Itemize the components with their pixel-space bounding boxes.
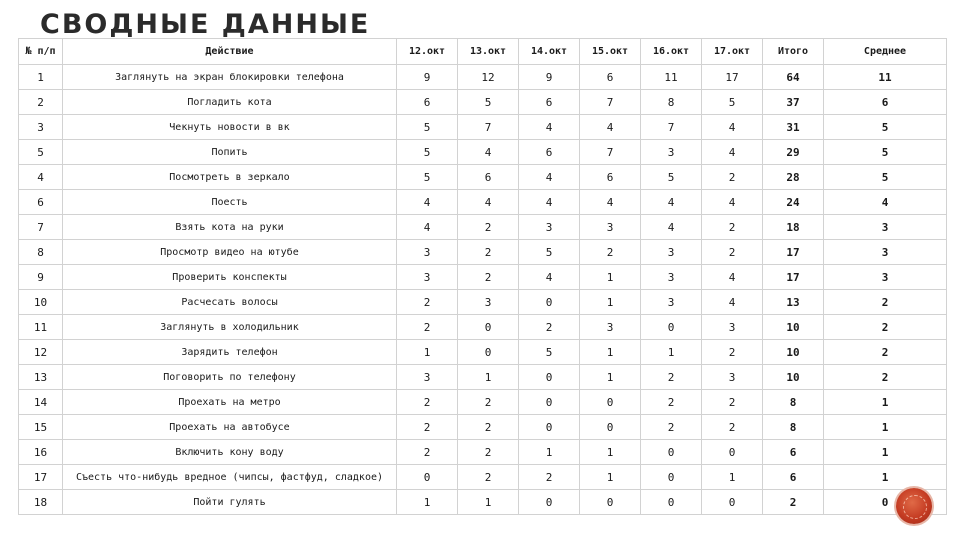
- day-cell: 5: [397, 165, 458, 190]
- average-cell: 1: [824, 390, 947, 415]
- total-cell: 10: [763, 365, 824, 390]
- day-cell: 3: [397, 240, 458, 265]
- average-cell: 0: [824, 490, 947, 515]
- action-cell: Проехать на автобусе: [63, 415, 397, 440]
- day-cell: 2: [641, 390, 702, 415]
- day-cell: 3: [641, 140, 702, 165]
- day-cell: 5: [519, 240, 580, 265]
- day-cell: 2: [397, 440, 458, 465]
- average-cell: 4: [824, 190, 947, 215]
- day-cell: 6: [397, 90, 458, 115]
- table-row: [19, 215, 947, 240]
- day-cell: 12: [458, 65, 519, 90]
- day-cell: 1: [580, 440, 641, 465]
- day-cell: 2: [397, 415, 458, 440]
- day-cell: 7: [641, 115, 702, 140]
- day-cell: 2: [458, 215, 519, 240]
- day-cell: 9: [397, 65, 458, 90]
- day-cell: 2: [580, 240, 641, 265]
- header-col-avg: Среднее: [824, 39, 947, 65]
- row-number: 2: [19, 90, 63, 115]
- day-cell: 6: [580, 165, 641, 190]
- table-row: [19, 440, 947, 465]
- header-col-oct12: 12.окт: [397, 39, 458, 65]
- day-cell: 5: [458, 90, 519, 115]
- table-row: [19, 490, 947, 515]
- day-cell: 0: [519, 365, 580, 390]
- day-cell: 5: [397, 115, 458, 140]
- day-cell: 4: [519, 115, 580, 140]
- day-cell: 0: [641, 490, 702, 515]
- header-col-oct13: 13.окт: [458, 39, 519, 65]
- day-cell: 0: [580, 390, 641, 415]
- day-cell: 3: [458, 290, 519, 315]
- total-cell: 2: [763, 490, 824, 515]
- action-cell: Взять кота на руки: [63, 215, 397, 240]
- header-col-oct14: 14.окт: [519, 39, 580, 65]
- day-cell: 4: [702, 190, 763, 215]
- table-row: [19, 240, 947, 265]
- day-cell: 2: [397, 290, 458, 315]
- total-cell: 64: [763, 65, 824, 90]
- day-cell: 4: [702, 265, 763, 290]
- table-row: [19, 90, 947, 115]
- day-cell: 2: [519, 465, 580, 490]
- action-cell: Заглянуть на экран блокировки телефона: [63, 65, 397, 90]
- average-cell: 11: [824, 65, 947, 90]
- table-row: [19, 340, 947, 365]
- action-cell: Посмотреть в зеркало: [63, 165, 397, 190]
- day-cell: 1: [458, 490, 519, 515]
- average-cell: 2: [824, 290, 947, 315]
- table-row: [19, 165, 947, 190]
- day-cell: 1: [519, 440, 580, 465]
- day-cell: 5: [641, 165, 702, 190]
- day-cell: 1: [641, 340, 702, 365]
- action-cell: Погладить кота: [63, 90, 397, 115]
- day-cell: 0: [641, 315, 702, 340]
- day-cell: 2: [702, 415, 763, 440]
- day-cell: 1: [580, 465, 641, 490]
- row-number: 8: [19, 240, 63, 265]
- day-cell: 2: [702, 240, 763, 265]
- average-cell: 5: [824, 165, 947, 190]
- day-cell: 2: [702, 340, 763, 365]
- total-cell: 10: [763, 315, 824, 340]
- total-cell: 8: [763, 390, 824, 415]
- day-cell: 3: [397, 365, 458, 390]
- action-cell: Попить: [63, 140, 397, 165]
- total-cell: 28: [763, 165, 824, 190]
- header-col-oct16: 16.окт: [641, 39, 702, 65]
- table-row: [19, 190, 947, 215]
- table-row: [19, 465, 947, 490]
- day-cell: 0: [702, 490, 763, 515]
- day-cell: 4: [519, 265, 580, 290]
- day-cell: 0: [519, 290, 580, 315]
- header-col-oct15: 15.окт: [580, 39, 641, 65]
- average-cell: 1: [824, 415, 947, 440]
- day-cell: 1: [458, 365, 519, 390]
- row-number: 1: [19, 65, 63, 90]
- row-number: 3: [19, 115, 63, 140]
- day-cell: 4: [702, 115, 763, 140]
- average-cell: 2: [824, 315, 947, 340]
- day-cell: 4: [397, 190, 458, 215]
- average-cell: 2: [824, 365, 947, 390]
- average-cell: 1: [824, 465, 947, 490]
- day-cell: 4: [580, 190, 641, 215]
- action-cell: Чекнуть новости в вк: [63, 115, 397, 140]
- row-number: 13: [19, 365, 63, 390]
- action-cell: Заглянуть в холодильник: [63, 315, 397, 340]
- day-cell: 1: [580, 265, 641, 290]
- total-cell: 29: [763, 140, 824, 165]
- day-cell: 5: [397, 140, 458, 165]
- average-cell: 1: [824, 440, 947, 465]
- header-row: [19, 39, 947, 65]
- day-cell: 1: [580, 340, 641, 365]
- action-cell: Поесть: [63, 190, 397, 215]
- average-cell: 5: [824, 115, 947, 140]
- day-cell: 3: [702, 315, 763, 340]
- day-cell: 4: [702, 290, 763, 315]
- average-cell: 6: [824, 90, 947, 115]
- header-col-total: Итого: [763, 39, 824, 65]
- row-number: 12: [19, 340, 63, 365]
- header-col-oct17: 17.окт: [702, 39, 763, 65]
- table-row: [19, 415, 947, 440]
- day-cell: 2: [458, 390, 519, 415]
- day-cell: 2: [458, 240, 519, 265]
- total-cell: 17: [763, 240, 824, 265]
- day-cell: 0: [397, 465, 458, 490]
- day-cell: 3: [641, 265, 702, 290]
- action-cell: Просмотр видео на ютубе: [63, 240, 397, 265]
- day-cell: 4: [458, 140, 519, 165]
- day-cell: 0: [458, 340, 519, 365]
- day-cell: 3: [641, 240, 702, 265]
- day-cell: 2: [519, 315, 580, 340]
- action-cell: Зарядить телефон: [63, 340, 397, 365]
- table-row: [19, 65, 947, 90]
- day-cell: 1: [580, 290, 641, 315]
- average-cell: 5: [824, 140, 947, 165]
- day-cell: 0: [580, 490, 641, 515]
- day-cell: 2: [702, 165, 763, 190]
- table-row: [19, 365, 947, 390]
- row-number: 5: [19, 140, 63, 165]
- row-number: 7: [19, 215, 63, 240]
- day-cell: 11: [641, 65, 702, 90]
- day-cell: 2: [641, 415, 702, 440]
- action-cell: Проверить конспекты: [63, 265, 397, 290]
- action-cell: Включить кону воду: [63, 440, 397, 465]
- day-cell: 4: [397, 215, 458, 240]
- day-cell: 4: [641, 215, 702, 240]
- day-cell: 7: [580, 90, 641, 115]
- day-cell: 0: [519, 415, 580, 440]
- day-cell: 3: [580, 215, 641, 240]
- day-cell: 3: [702, 365, 763, 390]
- day-cell: 0: [458, 315, 519, 340]
- total-cell: 13: [763, 290, 824, 315]
- day-cell: 0: [641, 440, 702, 465]
- day-cell: 7: [458, 115, 519, 140]
- day-cell: 9: [519, 65, 580, 90]
- day-cell: 4: [702, 140, 763, 165]
- header-col-action: Действие: [63, 39, 397, 65]
- day-cell: 3: [397, 265, 458, 290]
- action-cell: Проехать на метро: [63, 390, 397, 415]
- total-cell: 18: [763, 215, 824, 240]
- table-row: [19, 140, 947, 165]
- row-number: 16: [19, 440, 63, 465]
- average-cell: 2: [824, 340, 947, 365]
- day-cell: 3: [641, 290, 702, 315]
- row-number: 18: [19, 490, 63, 515]
- action-cell: Поговорить по телефону: [63, 365, 397, 390]
- total-cell: 8: [763, 415, 824, 440]
- day-cell: 1: [397, 490, 458, 515]
- row-number: 14: [19, 390, 63, 415]
- day-cell: 4: [519, 190, 580, 215]
- day-cell: 2: [702, 390, 763, 415]
- average-cell: 3: [824, 265, 947, 290]
- page-title: СВОДНЫЕ ДАННЫЕ: [40, 9, 371, 40]
- day-cell: 6: [458, 165, 519, 190]
- row-number: 6: [19, 190, 63, 215]
- table-row: [19, 265, 947, 290]
- day-cell: 0: [641, 465, 702, 490]
- summary-table: [18, 38, 947, 515]
- average-cell: 3: [824, 240, 947, 265]
- total-cell: 6: [763, 440, 824, 465]
- day-cell: 2: [641, 365, 702, 390]
- day-cell: 2: [458, 415, 519, 440]
- row-number: 17: [19, 465, 63, 490]
- total-cell: 24: [763, 190, 824, 215]
- day-cell: 2: [458, 265, 519, 290]
- table-row: [19, 315, 947, 340]
- row-number: 10: [19, 290, 63, 315]
- day-cell: 5: [519, 340, 580, 365]
- total-cell: 10: [763, 340, 824, 365]
- row-number: 15: [19, 415, 63, 440]
- day-cell: 2: [397, 390, 458, 415]
- action-cell: Расчесать волосы: [63, 290, 397, 315]
- day-cell: 2: [458, 440, 519, 465]
- day-cell: 17: [702, 65, 763, 90]
- day-cell: 4: [519, 165, 580, 190]
- day-cell: 0: [519, 390, 580, 415]
- total-cell: 17: [763, 265, 824, 290]
- day-cell: 6: [580, 65, 641, 90]
- table-body: [19, 65, 947, 515]
- day-cell: 5: [702, 90, 763, 115]
- total-cell: 37: [763, 90, 824, 115]
- day-cell: 3: [580, 315, 641, 340]
- day-cell: 1: [702, 465, 763, 490]
- day-cell: 8: [641, 90, 702, 115]
- row-number: 11: [19, 315, 63, 340]
- table-row: [19, 390, 947, 415]
- table-row: [19, 290, 947, 315]
- total-cell: 31: [763, 115, 824, 140]
- action-cell: Пойти гулять: [63, 490, 397, 515]
- slide-badge-icon: [896, 488, 932, 524]
- day-cell: 4: [641, 190, 702, 215]
- table-row: [19, 115, 947, 140]
- day-cell: 6: [519, 140, 580, 165]
- day-cell: 4: [580, 115, 641, 140]
- day-cell: 0: [519, 490, 580, 515]
- row-number: 4: [19, 165, 63, 190]
- header-col-num: № п/п: [19, 39, 63, 65]
- total-cell: 6: [763, 465, 824, 490]
- day-cell: 3: [519, 215, 580, 240]
- day-cell: 1: [580, 365, 641, 390]
- day-cell: 6: [519, 90, 580, 115]
- day-cell: 2: [702, 215, 763, 240]
- day-cell: 0: [580, 415, 641, 440]
- day-cell: 0: [702, 440, 763, 465]
- row-number: 9: [19, 265, 63, 290]
- action-cell: Съесть что-нибудь вредное (чипсы, фастфуд, сладкое): [63, 465, 397, 490]
- day-cell: 4: [458, 190, 519, 215]
- day-cell: 7: [580, 140, 641, 165]
- day-cell: 2: [397, 315, 458, 340]
- average-cell: 3: [824, 215, 947, 240]
- day-cell: 2: [458, 465, 519, 490]
- table-header: [19, 39, 947, 65]
- day-cell: 1: [397, 340, 458, 365]
